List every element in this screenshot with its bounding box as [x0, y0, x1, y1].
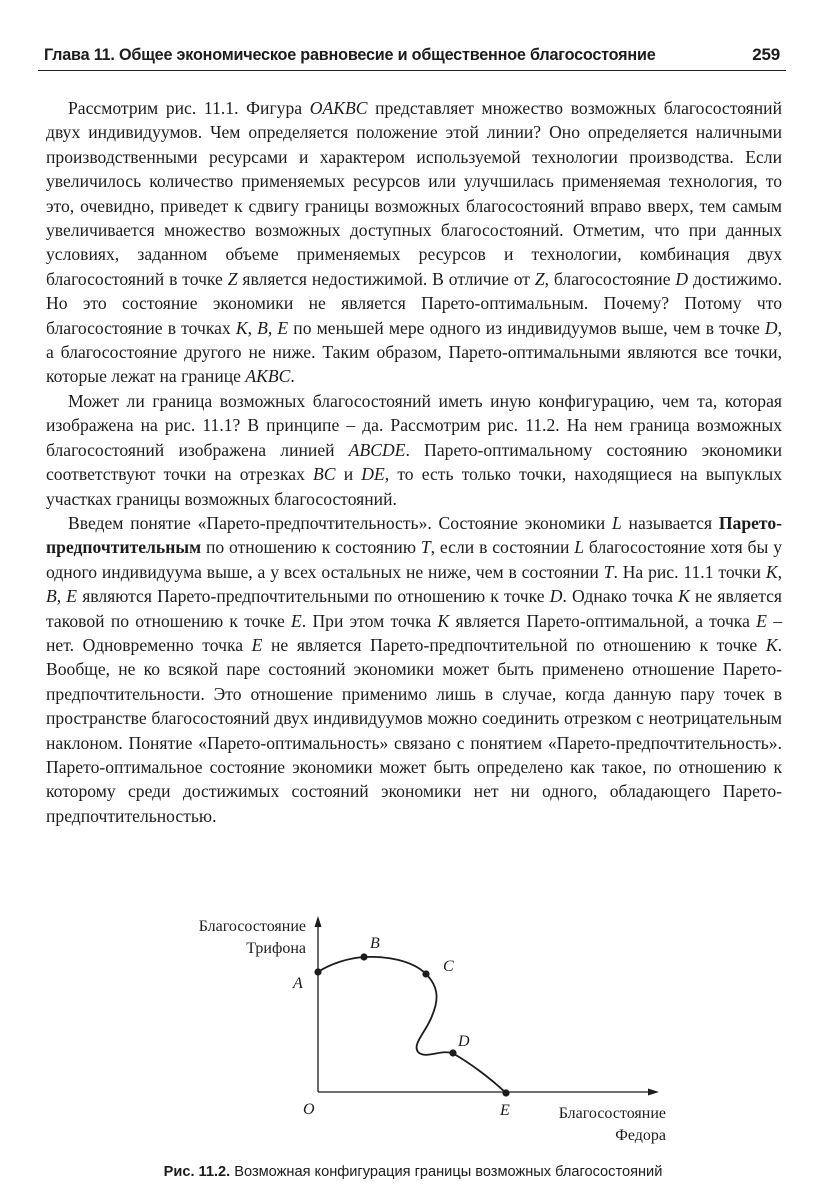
- point-b: [360, 953, 367, 960]
- text-run: , благосостояние: [544, 268, 676, 289]
- text-run: AKBC: [245, 366, 291, 387]
- text-run: K: [678, 586, 690, 607]
- text-run: E: [251, 634, 263, 655]
- text-run: Z: [227, 268, 238, 289]
- text-run: и: [335, 464, 362, 485]
- text-run: . Вообще, не ко всякой паре состояний экономики может быть применено отношение Парето-предпочтительности. Это отношение применимо лишь в случае, когда данную пару точек в пространстве благосостояний двух индивидуумов можно соединить отрезком с неотрицательным наклоном. Понятие «Парето-оптимальность» связано с понятием «Парето-предпочтительность». Парето-оптимальное состояние экономики может быть определено как такое, по отношению к которому среди достижимых состояний экономики нет ни одного, обладающего Парето-предпочтительностью.: [46, 634, 782, 826]
- text-run: D: [764, 317, 778, 338]
- text-run: .: [290, 366, 295, 387]
- caption-text: Возможная конфигурация границы возможных благосостояний: [230, 1164, 663, 1180]
- welfare-frontier-diagram: [150, 900, 710, 1165]
- text-run: . На рис. 11.1 точки: [613, 561, 766, 582]
- text-run: представляет множество возможных благосостояний двух индивидуумов. Чем определяется положение этой линии? Оно определяется наличными производственными ресурсами и характером используемой технологии производства. Если увеличилось количество применяемых ресурсов или улучшилась применяемая технология, то это, очевидно, приведет к сдвигу границы возможных благосостояний вправо вверх, тем самым увеличивается множество возможных доступных благосостояний. Отметим, что при данных условиях, заданном объеме применяемых ресурсов и технологии, комбинация двух благосостояний в точке: [46, 98, 782, 289]
- text-run: B: [257, 317, 268, 338]
- text-run: T: [603, 561, 614, 582]
- point-label-d: D: [458, 1033, 470, 1050]
- text-run: DE: [361, 464, 385, 485]
- text-run: BC: [313, 464, 336, 485]
- x-axis-label-line2: Федора: [615, 1127, 666, 1144]
- text-run: . Однако точка: [562, 586, 679, 607]
- page-number: 259: [752, 45, 780, 64]
- text-run: являются Парето-предпочтительными по отношению к точке: [77, 586, 550, 607]
- text-run: ,: [56, 586, 67, 607]
- point-e: [502, 1089, 509, 1096]
- point-a: [314, 968, 321, 975]
- point-d: [449, 1049, 456, 1056]
- text-run: , а благосостояние другого не ниже. Таким образом, Парето-оптимальными являются все точки, которые лежат на границе: [46, 317, 783, 387]
- text-run: , если в состоянии: [430, 537, 575, 558]
- text-run: Z: [534, 268, 545, 289]
- text-run: ,: [267, 317, 278, 338]
- text-run: Рассмотрим рис. 11.1. Фигура: [68, 98, 310, 118]
- text-run: не является Парето-предпочтительной по отношению к точке: [262, 634, 766, 655]
- text-run: K: [765, 634, 778, 655]
- text-run: по отношению к состоянию: [201, 537, 421, 558]
- text-run: достижимо. Но это состояние экономики не является Парето-оптимальным. Почему? Потому что благосостояние в точках: [46, 268, 782, 338]
- text-run: E: [291, 610, 302, 631]
- paragraph-2: [46, 389, 782, 511]
- text-run: не является таковой по отношению к точке: [46, 586, 783, 631]
- point-label-e: E: [500, 1102, 510, 1119]
- text-run: B: [46, 586, 57, 607]
- text-run: по меньшей мере одного из индивидуумов выше, чем в точке: [288, 317, 765, 338]
- text-run: благосостояние хотя бы у одного индивидуума выше, а у всех остальных не ниже, чем в состоянии: [46, 537, 782, 582]
- text-run: K: [765, 561, 778, 582]
- text-run: D: [675, 268, 689, 289]
- running-header: [38, 40, 786, 71]
- text-run: E: [756, 610, 767, 631]
- x-axis-arrow: [648, 1089, 659, 1096]
- text-run: является недостижимой. В отличие от: [237, 268, 535, 289]
- text-run: ,: [777, 561, 782, 582]
- text-run: E: [66, 586, 78, 607]
- text-run: Введем понятие «Парето-предпочтительность». Состояние экономики: [68, 512, 612, 533]
- text-run: – нет. Одновременно точка: [46, 610, 782, 655]
- figure-caption: [0, 1164, 826, 1180]
- y-axis-label-line2: Трифона: [246, 940, 306, 957]
- point-c: [422, 970, 429, 977]
- paragraph-1: [46, 96, 782, 389]
- y-axis-arrow: [315, 916, 322, 927]
- caption-number: Рис. 11.2.: [163, 1164, 231, 1180]
- text-run: ABCDE: [348, 439, 406, 460]
- text-run: . При этом точка: [301, 610, 438, 631]
- text-run: OAKBC: [309, 98, 368, 118]
- text-run: K: [235, 317, 248, 338]
- text-run: ,: [247, 317, 258, 338]
- body-text: [46, 96, 782, 828]
- text-run: E: [277, 317, 289, 338]
- paragraph-3: [46, 511, 782, 828]
- text-run: D: [549, 586, 563, 607]
- point-label-b: B: [370, 935, 380, 952]
- y-axis-label-line1: Благосостояние: [198, 918, 306, 935]
- frontier-curve: [318, 957, 506, 1093]
- text-run: , то есть только точки, находящиеся на выпуклых участках границы возможных благосостояний.: [46, 464, 782, 509]
- text-run: L: [611, 512, 622, 533]
- point-label-a: A: [293, 975, 303, 992]
- text-run: Может ли граница возможных благосостояний иметь иную конфигурацию, чем та, которая изображена на рис. 11.1? В принципе – да. Рассмотрим рис. 11.2. На нем граница возможных благосостояний изображена линией: [46, 390, 782, 460]
- figure-11-2: [150, 900, 710, 1165]
- chapter-title: Глава 11. Общее экономическое равновесие и общественное благосостояние: [44, 46, 656, 64]
- text-run: L: [574, 537, 585, 558]
- x-axis-label-line1: Благосостояние: [558, 1105, 666, 1122]
- origin-label: O: [303, 1101, 315, 1118]
- text-run: . Парето-оптимальному состоянию экономики соответствуют точки на отрезках: [46, 439, 782, 485]
- text-run: K: [437, 610, 450, 631]
- text-run: Парето-предпочтительным: [46, 512, 782, 558]
- point-label-c: C: [443, 958, 454, 975]
- text-run: называется: [621, 512, 719, 533]
- text-run: T: [420, 537, 431, 558]
- text-run: является Парето-оптимальной, а точка: [449, 610, 757, 631]
